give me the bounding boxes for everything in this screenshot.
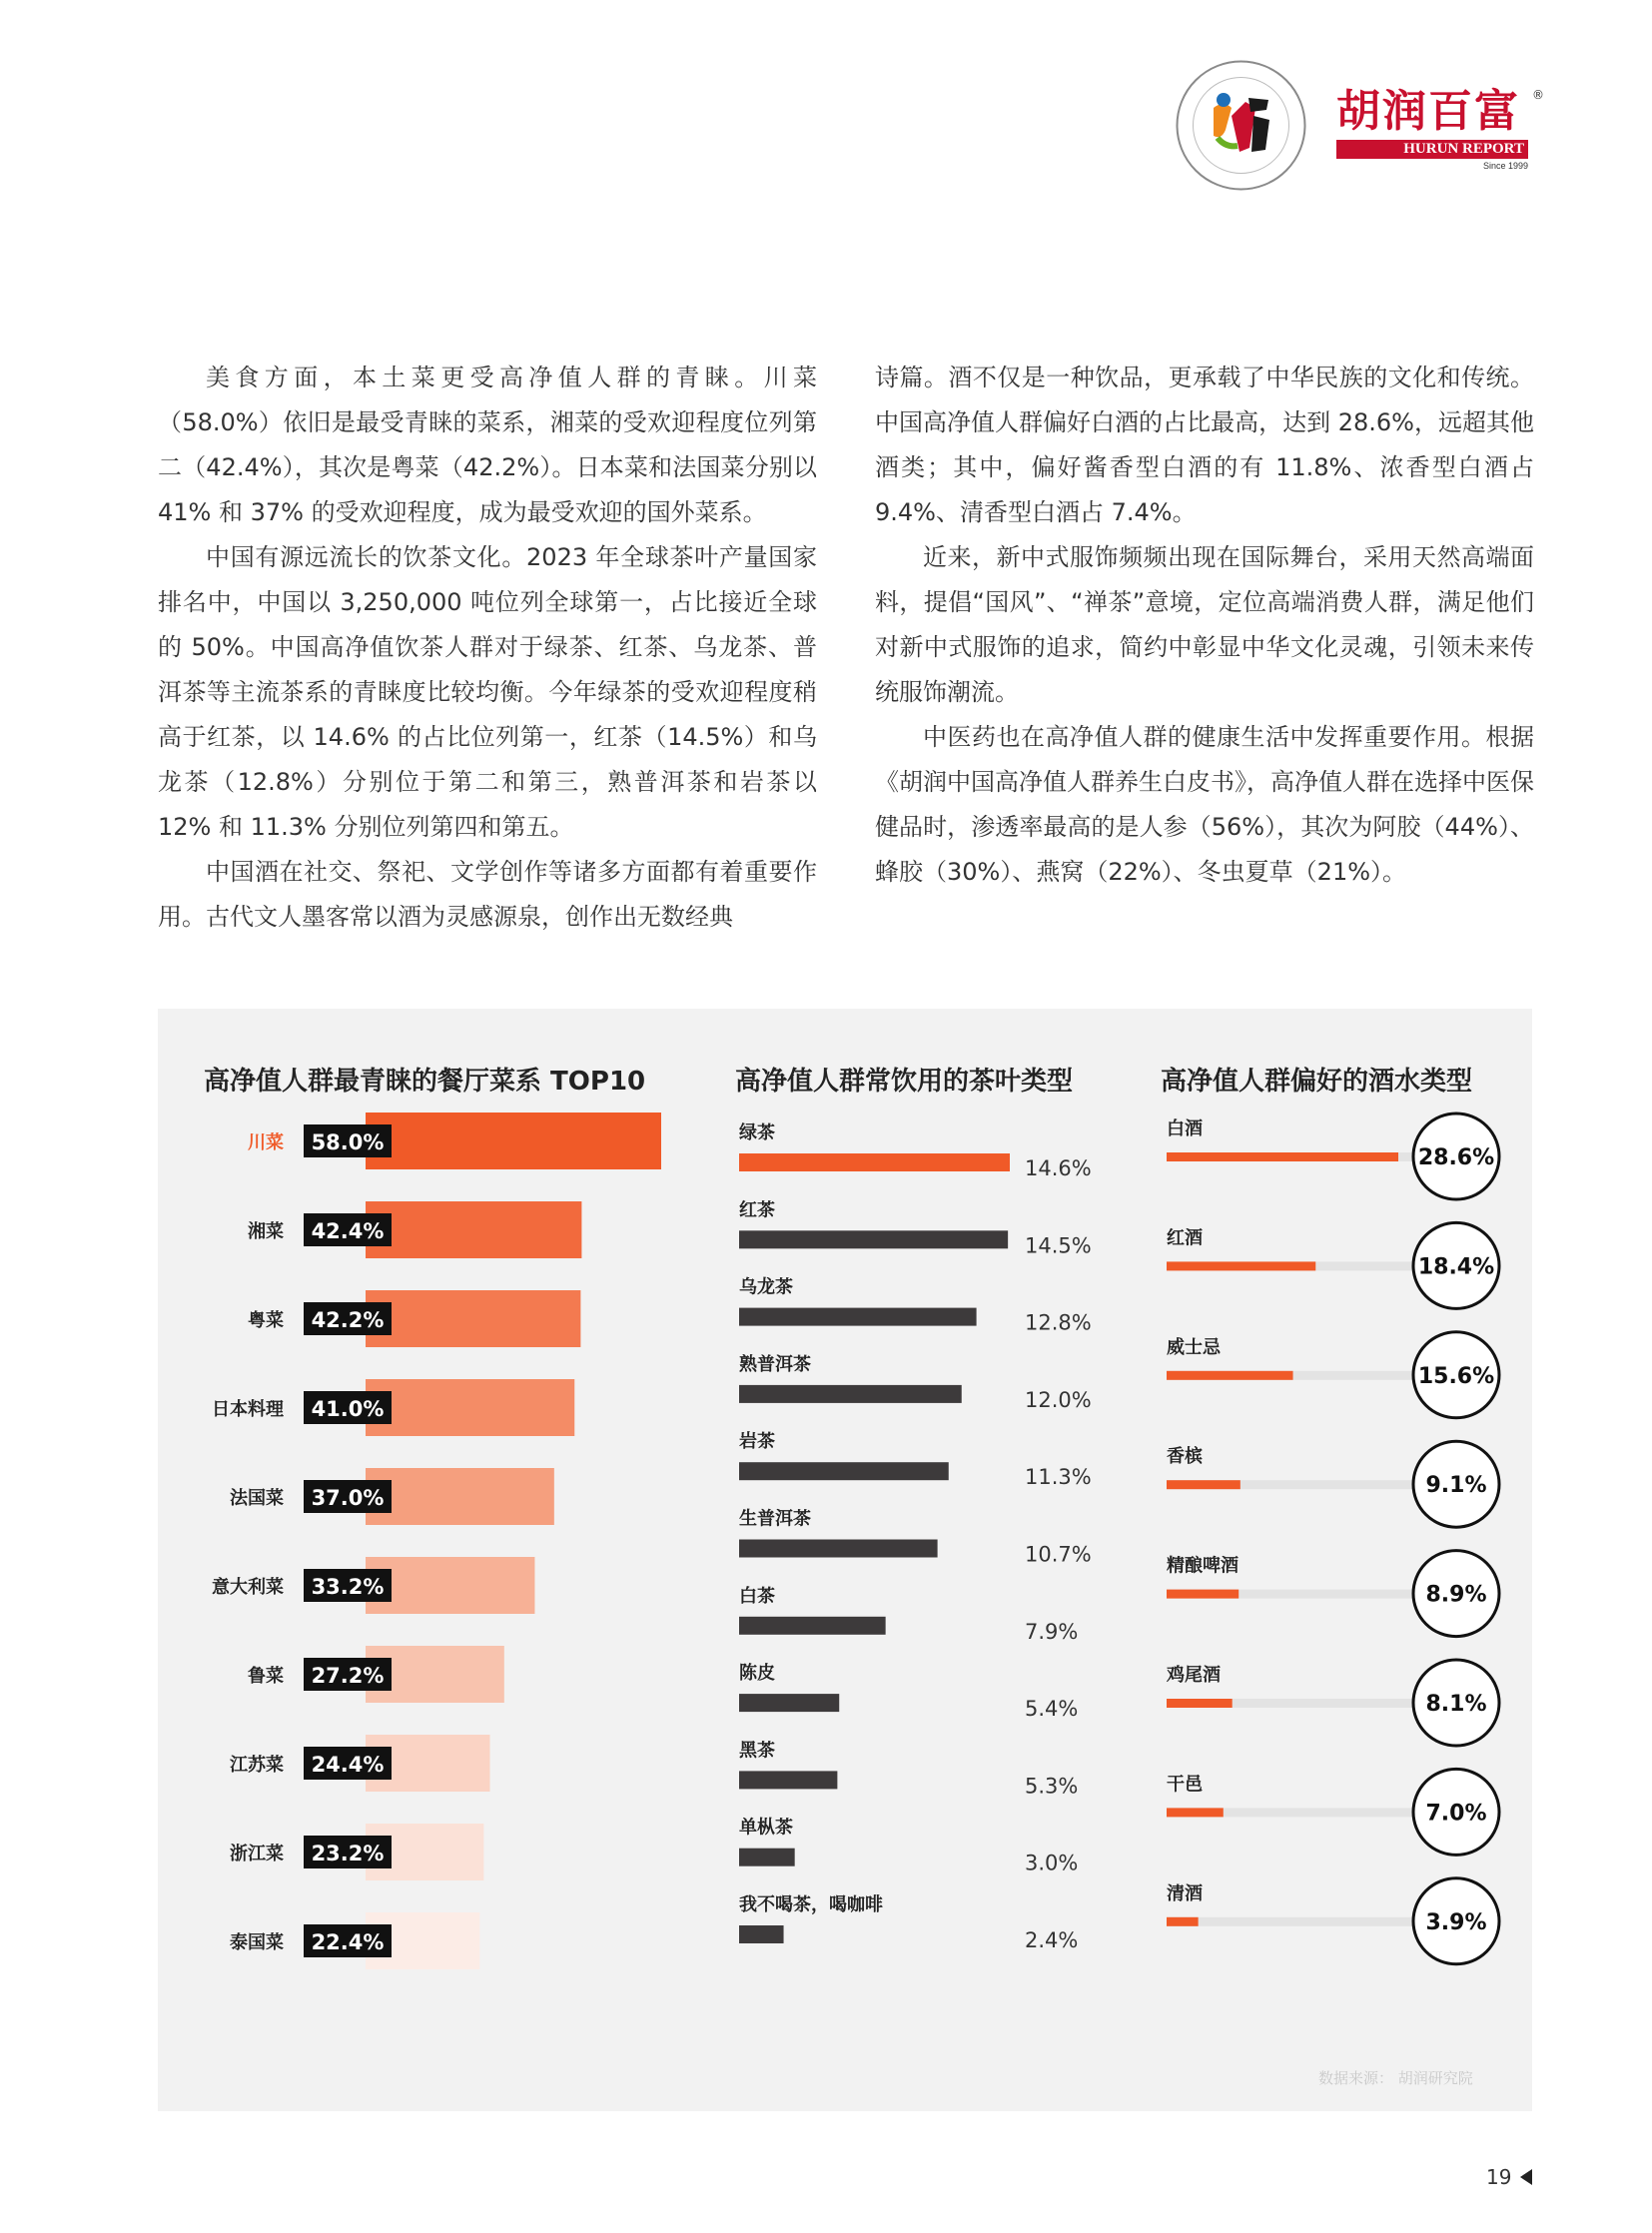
cuisine-category-label: 川菜 — [248, 1132, 284, 1153]
text-column-left — [158, 356, 817, 940]
liquor-bar — [1167, 1590, 1239, 1599]
cuisine-value-label: 42.4% — [311, 1219, 385, 1243]
cuisine-value-label: 41.0% — [311, 1397, 385, 1421]
tea-bar — [739, 1308, 977, 1326]
liquor-category-label: 威士忌 — [1167, 1336, 1221, 1358]
page-number: 19 — [1486, 2165, 1512, 2189]
liquor-bar — [1167, 1152, 1398, 1161]
hurun-brand-logo — [1336, 86, 1544, 171]
cuisine-bar — [366, 1468, 554, 1525]
liquor-value-label: 28.6% — [1417, 1145, 1495, 1170]
tea-category-label: 我不喝茶，喝咖啡 — [739, 1894, 883, 1915]
liquor-value-label: 18.4% — [1417, 1254, 1495, 1280]
cuisine-value-label: 33.2% — [311, 1575, 385, 1599]
liquor-category-label: 白酒 — [1167, 1118, 1203, 1139]
liquor-value-label: 15.6% — [1417, 1363, 1495, 1389]
liquor-category-label: 干邑 — [1167, 1774, 1203, 1796]
liquor-bar — [1167, 1261, 1315, 1270]
paragraph-fashion: 近来，新中式服饰频频出现在国际舞台，采用天然高端面料，提倡“国风”、“禅茶”意境，定位高端消费人群，满足他们对新中式服饰的追求，简约中彰显中华文化灵魂，引领未来传统服饰潮流。 — [875, 543, 1534, 706]
cuisine-bar — [366, 1379, 574, 1436]
liquor-bar — [1167, 1371, 1293, 1380]
tea-bar — [739, 1153, 1010, 1171]
paragraph-tcm: 中医药也在高净值人群的健康生活中发挥重要作用。根据《胡润中国高净值人群养生白皮书》，高净值人群在选择中医保健品时，渗透率最高的是人参（56%），其次为阿胶（44%）、蜂胶（30%）、燕窝（22%）、冬虫夏草（21%）。 — [875, 723, 1534, 886]
liquor-category-label: 精酿啤酒 — [1167, 1555, 1239, 1577]
tea-bar — [739, 1925, 784, 1943]
brand-en-name: HURUN REPORT — [1336, 140, 1528, 159]
tea-value-label: 3.0% — [1025, 1851, 1079, 1875]
tea-value-label: 12.8% — [1025, 1310, 1092, 1335]
liquor-value-label: 3.9% — [1425, 1909, 1487, 1935]
chart-panel — [158, 1009, 1532, 2111]
liquor-category-label: 清酒 — [1167, 1882, 1203, 1904]
tea-value-label: 11.3% — [1025, 1465, 1092, 1490]
paragraph-cuisine: 美食方面，本土菜更受高净值人群的青睐。川菜（58.0%）依旧是最受青睐的菜系，湘菜的受欢迎程度位列第二（42.4%），其次是粤菜（42.2%）。日本菜和法国菜分别以 41% 和 37% 的受欢迎程度，成为最受欢迎的国外菜系。 — [158, 364, 817, 526]
tea-bar — [739, 1771, 837, 1789]
brand-cn-name: 胡润百富 — [1336, 86, 1520, 137]
tea-value-label: 12.0% — [1025, 1387, 1092, 1412]
paragraph-tea: 中国有源远流长的饮茶文化。2023 年全球茶叶产量国家排名中，中国以 3,250,000 吨位列全球第一，占比接近全球的 50%。中国高净值饮茶人群对于绿茶、红茶、乌龙茶、普洱茶等主流茶系的青睐度比较均衡。今年绿茶的受欢迎程度稍高于红茶，以 14.6% 的占比位列第一，红茶（14.5%）和乌龙茶（12.8%）分别位于第二和第三，熟普洱茶和岩茶以 12% 和 11.3% 分别位列第四和第五。 — [158, 543, 817, 841]
cuisine-value-label: 37.0% — [311, 1486, 385, 1510]
cuisine-bar — [366, 1290, 580, 1347]
cuisine-value-label: 42.2% — [311, 1308, 385, 1332]
charts-svg — [158, 1009, 1532, 2111]
tea-bar — [739, 1385, 962, 1403]
cuisine-category-label: 法国菜 — [230, 1488, 284, 1509]
cuisine-value-label: 24.4% — [311, 1753, 385, 1777]
liquor-value-label: 8.1% — [1425, 1692, 1487, 1717]
tea-category-label: 生普洱茶 — [739, 1508, 811, 1530]
data-source: 数据来源： 胡润研究院 — [1318, 2069, 1473, 2087]
paragraph-liquor: 中国酒在社交、祭祀、文学创作等诸多方面都有着重要作用。古代文人墨客常以酒为灵感源泉，创作出无数经典 — [158, 858, 817, 931]
liquor-bar — [1167, 1917, 1199, 1926]
liquor-category-label: 红酒 — [1167, 1227, 1203, 1249]
tea-category-label: 绿茶 — [739, 1122, 775, 1143]
tea-category-label: 熟普洱茶 — [739, 1353, 811, 1375]
liquor-bar — [1167, 1480, 1240, 1489]
tea-bar — [739, 1230, 1008, 1248]
liquor-bar — [1167, 1699, 1233, 1708]
tea-bar — [739, 1617, 886, 1635]
cuisine-value-label: 23.2% — [311, 1842, 385, 1865]
tea-category-label: 单枞茶 — [739, 1817, 793, 1839]
tea-value-label: 2.4% — [1025, 1928, 1079, 1952]
paragraph-liquor-cont: 诗篇。酒不仅是一种饮品，更承载了中华民族的文化和传统。中国高净值人群偏好白酒的占比最高，达到 28.6%，远超其他酒类；其中，偏好酱香型白酒的有 11.8%、浓香型白酒占 9.4%、清香型白酒占 7.4%。 — [875, 364, 1534, 526]
cuisine-category-label: 泰国菜 — [230, 1932, 284, 1953]
tea-value-label: 5.3% — [1025, 1774, 1079, 1799]
page-arrow-icon — [1520, 2169, 1532, 2185]
cuisine-category-label: 湘菜 — [248, 1221, 284, 1242]
cuisine-value-label: 22.4% — [311, 1930, 385, 1954]
cuisine-chart-title: 高净值人群最青睐的餐厅菜系 TOP10 — [204, 1067, 646, 1097]
liquor-category-label: 鸡尾酒 — [1167, 1665, 1221, 1686]
cuisine-category-label: 意大利菜 — [212, 1577, 284, 1598]
brand-since: Since 1999 — [1482, 161, 1528, 171]
tea-chart-title: 高净值人群常饮用的茶叶类型 — [735, 1067, 1074, 1097]
cuisine-value-label: 27.2% — [311, 1664, 385, 1688]
tea-bar — [739, 1462, 949, 1480]
tea-category-label: 黑茶 — [739, 1740, 775, 1762]
cuisine-category-label: 浙江菜 — [230, 1844, 284, 1864]
liquor-bar — [1167, 1808, 1224, 1817]
tea-value-label: 5.4% — [1025, 1697, 1079, 1722]
cuisine-category-label: 日本料理 — [212, 1399, 284, 1420]
cuisine-category-label: 粤菜 — [248, 1310, 284, 1331]
tea-bar — [739, 1849, 795, 1866]
registered-mark: ® — [1532, 88, 1544, 102]
tea-category-label: 白茶 — [739, 1585, 775, 1607]
tea-category-label: 岩茶 — [739, 1431, 775, 1453]
tea-bar — [739, 1694, 839, 1712]
tea-bar — [739, 1540, 938, 1558]
cuisine-category-label: 江苏菜 — [230, 1755, 284, 1776]
cuisine-bar — [366, 1201, 581, 1258]
liquor-value-label: 7.0% — [1425, 1801, 1487, 1827]
text-column-right — [875, 356, 1534, 895]
liquor-value-label: 9.1% — [1425, 1473, 1487, 1499]
tea-category-label: 红茶 — [739, 1199, 775, 1221]
anniversary-seal-logo — [1174, 58, 1308, 193]
tea-category-label: 乌龙茶 — [739, 1276, 793, 1298]
tea-value-label: 14.5% — [1025, 1233, 1092, 1258]
cuisine-value-label: 58.0% — [311, 1130, 385, 1154]
tea-value-label: 10.7% — [1025, 1542, 1092, 1567]
liquor-bar-track — [1167, 1917, 1428, 1926]
tea-value-label: 7.9% — [1025, 1619, 1079, 1644]
tea-category-label: 陈皮 — [739, 1663, 775, 1685]
liquor-category-label: 香槟 — [1167, 1446, 1203, 1468]
liquor-chart-title: 高净值人群偏好的酒水类型 — [1161, 1067, 1473, 1097]
tea-value-label: 14.6% — [1025, 1156, 1092, 1180]
cuisine-bar — [366, 1113, 661, 1169]
liquor-value-label: 8.9% — [1425, 1582, 1487, 1608]
cuisine-category-label: 鲁菜 — [248, 1666, 284, 1687]
